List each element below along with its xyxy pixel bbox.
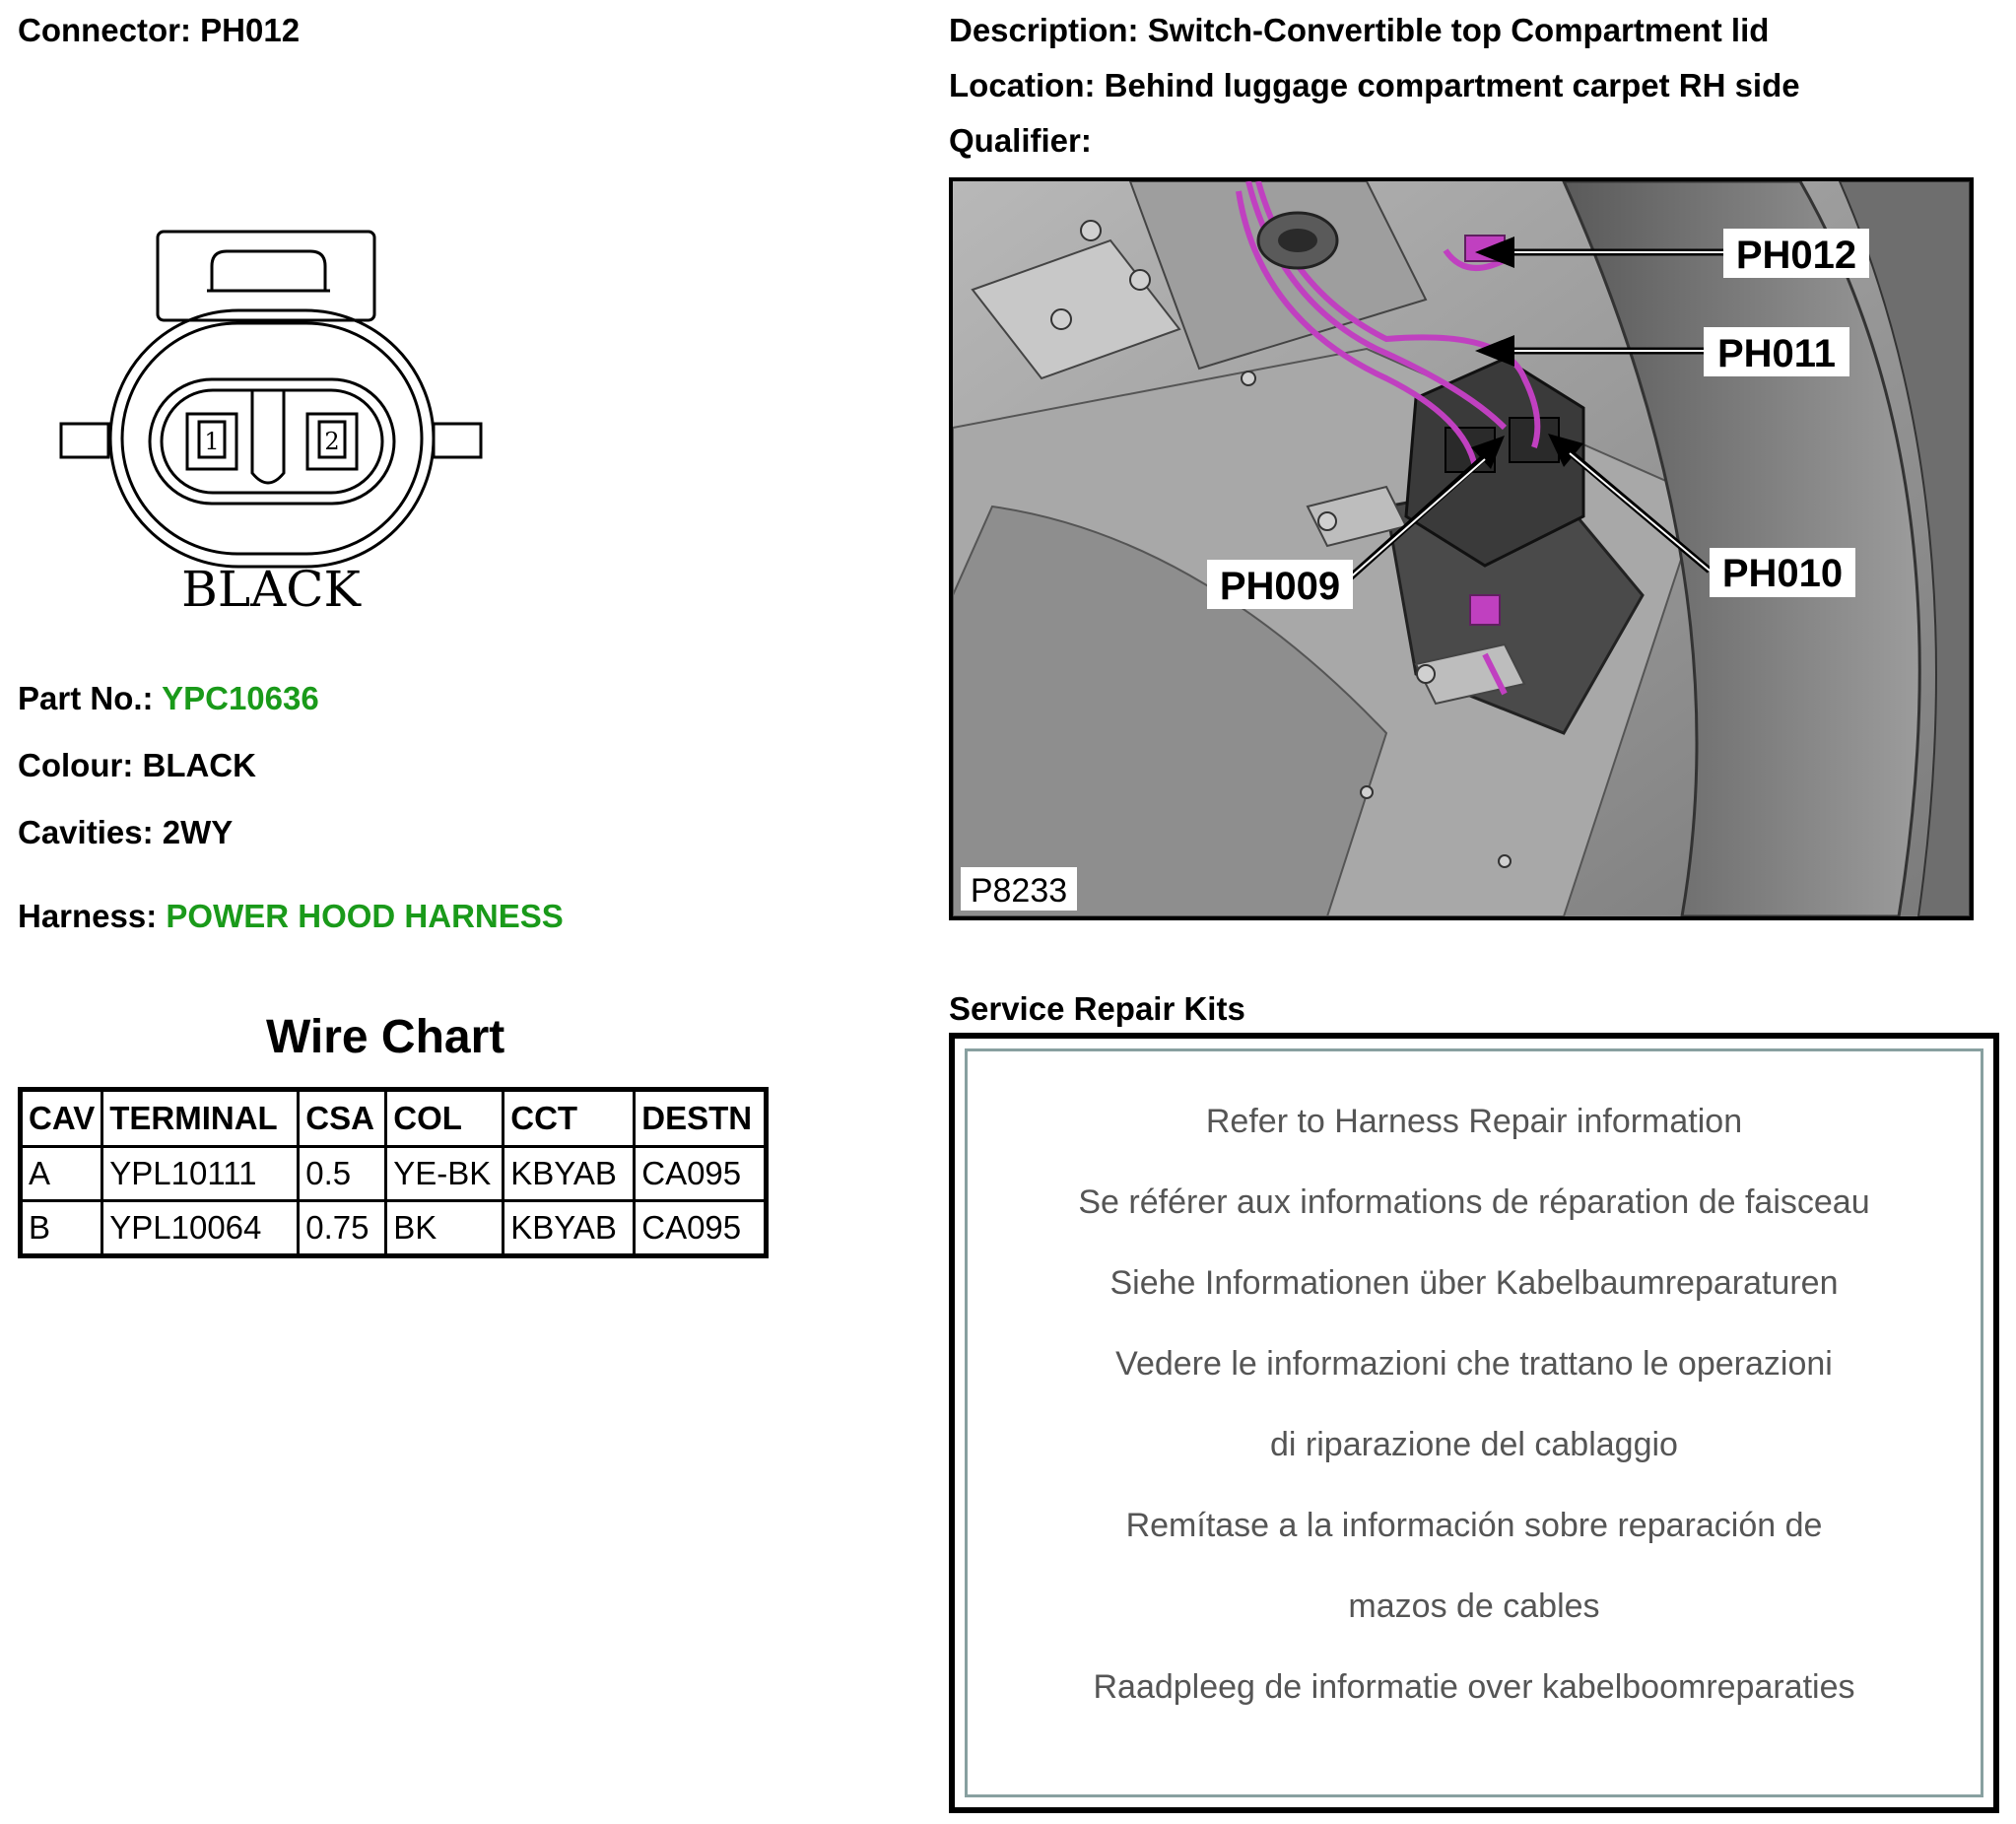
srk-line: Se référer aux informations de réparation de faisceau xyxy=(1078,1183,1870,1221)
callout-ph010: PH010 xyxy=(1721,552,1844,595)
harness-label: Harness: xyxy=(18,898,158,934)
col-terminal: TERMINAL xyxy=(102,1090,299,1147)
cavities xyxy=(18,814,233,851)
location-label: Location: xyxy=(949,67,1096,103)
cavities-value: 2WY xyxy=(162,814,234,850)
table-row xyxy=(21,1201,767,1256)
pin-2-label: 2 xyxy=(324,428,340,455)
cell-cct: KBYAB xyxy=(504,1147,635,1201)
service-repair-title: Service Repair Kits xyxy=(949,990,1245,1027)
part-number xyxy=(18,680,319,717)
colour xyxy=(18,747,256,784)
cell-terminal: YPL10064 xyxy=(102,1201,299,1256)
part-value: YPC10636 xyxy=(162,680,319,716)
qualifier-label: Qualifier: xyxy=(949,122,1092,159)
cell-cav: A xyxy=(21,1147,102,1201)
callout-ph011: PH011 xyxy=(1716,332,1837,375)
cell-destn: CA095 xyxy=(635,1201,767,1256)
description-value: Switch-Convertible top Compartment lid xyxy=(1147,12,1770,48)
cell-csa: 0.5 xyxy=(299,1147,386,1201)
srk-line: Remítase a la información sobre reparación de xyxy=(1125,1507,1823,1544)
connector-title xyxy=(18,12,300,49)
location-photo xyxy=(949,177,1974,920)
connector-colour-label: BLACK xyxy=(181,561,361,618)
cell-csa: 0.75 xyxy=(299,1201,386,1256)
description xyxy=(949,12,1769,49)
cell-destn: CA095 xyxy=(635,1147,767,1201)
srk-line: Vedere le informazioni che trattano le operazioni xyxy=(1115,1345,1833,1383)
connector-value: PH012 xyxy=(200,12,301,48)
description-label: Description: xyxy=(949,12,1139,48)
col-csa: CSA xyxy=(299,1090,386,1147)
table-row xyxy=(21,1147,767,1201)
cavities-label: Cavities: xyxy=(18,814,154,850)
cell-col: YE-BK xyxy=(386,1147,504,1201)
wire-chart-header-row xyxy=(21,1090,767,1147)
wire-chart-table xyxy=(18,1087,769,1258)
qualifier xyxy=(949,122,1092,160)
photo-reference: P8233 xyxy=(970,872,1068,910)
col-destn: DESTN xyxy=(635,1090,767,1147)
callout-ph009: PH009 xyxy=(1219,565,1341,608)
harness xyxy=(18,898,564,935)
srk-line: Siehe Informationen über Kabelbaumreparaturen xyxy=(1109,1264,1839,1302)
srk-line: di riparazione del cablaggio xyxy=(1270,1426,1678,1463)
srk-line: Raadpleeg de informatie over kabelboomreparaties xyxy=(1093,1668,1855,1706)
cell-cav: B xyxy=(21,1201,102,1256)
col-cav: CAV xyxy=(21,1090,102,1147)
colour-label: Colour: xyxy=(18,747,134,783)
wire-chart-title: Wire Chart xyxy=(266,1011,505,1063)
connector-label: Connector: xyxy=(18,12,191,48)
callout-ph012: PH012 xyxy=(1735,234,1857,277)
colour-value: BLACK xyxy=(142,747,256,783)
pin-1-label: 1 xyxy=(204,428,220,455)
cell-cct: KBYAB xyxy=(504,1201,635,1256)
col-col: COL xyxy=(386,1090,504,1147)
part-label: Part No.: xyxy=(18,680,154,716)
service-repair-box xyxy=(949,1033,1999,1813)
cell-terminal: YPL10111 xyxy=(102,1147,299,1201)
srk-line: Refer to Harness Repair information xyxy=(1205,1103,1743,1140)
service-repair-inner xyxy=(965,1048,1983,1797)
srk-line: mazos de cables xyxy=(1348,1588,1600,1625)
location-value: Behind luggage compartment carpet RH side xyxy=(1104,67,1800,103)
col-cct: CCT xyxy=(504,1090,635,1147)
location xyxy=(949,67,1800,104)
cell-col: BK xyxy=(386,1201,504,1256)
harness-value: POWER HOOD HARNESS xyxy=(166,898,564,934)
connector-drawing xyxy=(59,227,483,626)
